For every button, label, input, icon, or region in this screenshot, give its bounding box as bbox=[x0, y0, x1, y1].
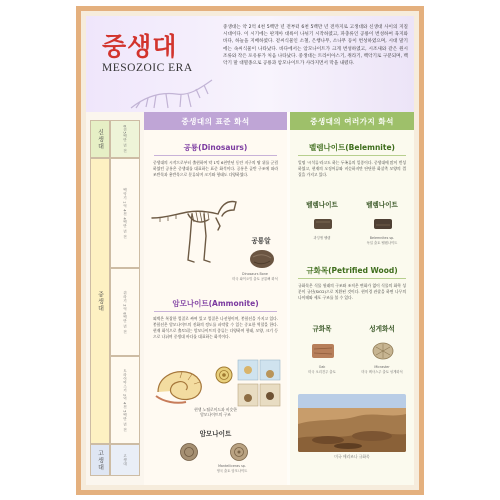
poster-subtitle: MESOZOIC ERA bbox=[102, 62, 193, 74]
belemnite-caption-1: 과잉생 벨렘 bbox=[313, 236, 331, 240]
belemnite-label-2: 벨렘나이트 bbox=[366, 201, 398, 209]
ammonite-bottom-label: 암모나이트 bbox=[199, 430, 232, 438]
period-paleozoic: 고생대 bbox=[110, 444, 140, 476]
petrified-wood-label: 규화목 bbox=[312, 325, 332, 333]
dinosaur-skeleton-icon bbox=[148, 188, 240, 268]
standard-fossils-heading: 중생대의 표준 화석 bbox=[144, 112, 287, 130]
dinosaur-title: 공룡(Dinosaurs) bbox=[183, 143, 248, 152]
ammonite-bottom-caption: Mantelliceras sp. 영국 출토 암모나이트 bbox=[216, 464, 248, 473]
dinosaur-egg-icon bbox=[247, 248, 277, 270]
era-column bbox=[90, 120, 110, 476]
ammonite-diagram-caption: 현생 노틸로이드과 비슷한 암모나이트의 구조 bbox=[194, 407, 237, 417]
belemnite-text: 일명 '시석류'라고도 하는 두족류의 일종이다. 중생대에 많이 번성하였고, 현재의 오징어류와 비슷하지만 단단한 화살촉 모양의 껍질을 가지고 있다. bbox=[298, 160, 406, 177]
petrified-wood-icon bbox=[310, 342, 336, 360]
arizona-photo-caption: 미국 애리조나 규화목 bbox=[334, 454, 370, 459]
ammonite-shell-icon bbox=[214, 364, 234, 386]
ammonite-fossil-icon bbox=[178, 442, 200, 462]
poster-title: 중생대 bbox=[102, 32, 178, 61]
belemnite-label-1: 벨렘나이트 bbox=[306, 201, 338, 209]
petrified-wood-caption: Oak 미국 오리건주 출토 bbox=[308, 365, 336, 374]
belemnite-fossil-icon bbox=[312, 216, 334, 232]
period-jurassic: 쥐라기 2억 8백만 년 전 bbox=[110, 268, 140, 356]
ammonite-diagram-icon bbox=[152, 362, 214, 406]
standard-fossils-column bbox=[144, 112, 287, 485]
sea-urchin-label: 성게화석 bbox=[369, 325, 395, 333]
arizona-petrified-wood-photo bbox=[298, 394, 406, 452]
poster bbox=[86, 16, 414, 485]
dinosaur-silhouette-icon bbox=[126, 74, 216, 112]
ammonite-text: 외벽은 복잡한 껍질로 싸여 있고 껍질은 나선형이며, 봉합선을 가지고 있다. 봉합선은 암모나이트의 진화의 정도를 파악할 수 있는 중요한 역할을 한다. 현재 화석으로 출토되는 암모나이트의 종류는 다양하며 형태, 모양, 크기 등으로 나뉘며 중생대 바다를 대표하는 화석이다. bbox=[153, 316, 278, 339]
sea-urchin-icon bbox=[371, 341, 395, 361]
poster-frame bbox=[76, 6, 424, 495]
dinosaur-egg-caption: Dinosaurs Bone 미국 와이오밍 출토 공룡뼈 화석 bbox=[232, 272, 278, 281]
geologic-timeline bbox=[86, 112, 144, 485]
dinosaur-text: 중생대의 시작으로부터 출현하여 약 1억 6천만년 동안 지구의 땅 위를 군림하였던 공룡은 중생대를 대표하는 표준 화석이다. 공룡은 골반 구조에 따라 조반목과 용반목으로 분류되며 크기와 형태도 다양하였다. bbox=[153, 160, 278, 177]
fossilization-diagram-icon bbox=[236, 358, 282, 410]
period-triassic: 트라이아스기 2억 4천 5백만 년 전 bbox=[110, 356, 140, 444]
era-mesozoic: 중생대 bbox=[90, 158, 110, 444]
dinosaur-egg-label: 공룡알 bbox=[251, 237, 271, 245]
belemnite-fossil-icon bbox=[372, 216, 394, 232]
belemnite-title: 벨렘나이트(Belemnite) bbox=[309, 143, 395, 152]
intro-text: 중생대는 약 2억 4천 5백만 년 전부터 6천 5백만 년 전까지로 고생대와 신생대 사이의 지질 시대이다. 이 시기에는 판게아 대륙이 나뉘기 시작하였고, 파충류인 공룡이 번성하여 육지와 바다, 하늘을 지배하였다. 겉씨식물인 소철, 은행나무, 소나무 등이 번성하였으며, 시대 말기에는 속씨식물이 나타났다. 바다에서는 암모나이트가 크게 번성하였고, 시조새와 같은 원시 조류와 작은 포유류가 처음 나타났다. 중생대는 트라이아스기, 쥐라기, 백악기로 구분되며, 백악기 말 대멸종으로 공룡과 암모나이트가 사라지면서 막을 내렸다. bbox=[223, 25, 408, 67]
era-paleozoic: 고생대 bbox=[90, 444, 110, 476]
period-cretaceous: 백악기 1억 4천 4백만 년 전 bbox=[110, 158, 140, 268]
various-fossils-column bbox=[290, 112, 414, 485]
era-cenozoic: 신생대 bbox=[90, 120, 110, 158]
petrified-wood-text: 규화목은 식물 원래의 구조와 조직은 변화가 없이 식물의 화학 성분이 규산(SiO2)으로 치환된 것이다. 현미경 관찰을 하면 나무의 나이테와 세포 구조를 볼 수 있다. bbox=[298, 283, 406, 300]
period-cenozoic: 6천5백만 년 전 bbox=[110, 120, 140, 158]
period-column bbox=[110, 120, 140, 476]
ammonite-title: 암모나이트(Ammonite) bbox=[172, 299, 259, 308]
belemnite-caption-2: Belemnites sp. 독일 출토 벨렘나이트 bbox=[366, 236, 398, 245]
ammonite-fossil-icon bbox=[228, 442, 250, 462]
sea-urchin-caption: Micraster 미국 텍사스주 출토 성게화석 bbox=[361, 365, 403, 374]
petrified-wood-title: 규화목(Petrified Wood) bbox=[306, 266, 398, 275]
various-fossils-heading: 중생대의 여러가지 화석 bbox=[290, 112, 414, 130]
header bbox=[86, 16, 414, 112]
